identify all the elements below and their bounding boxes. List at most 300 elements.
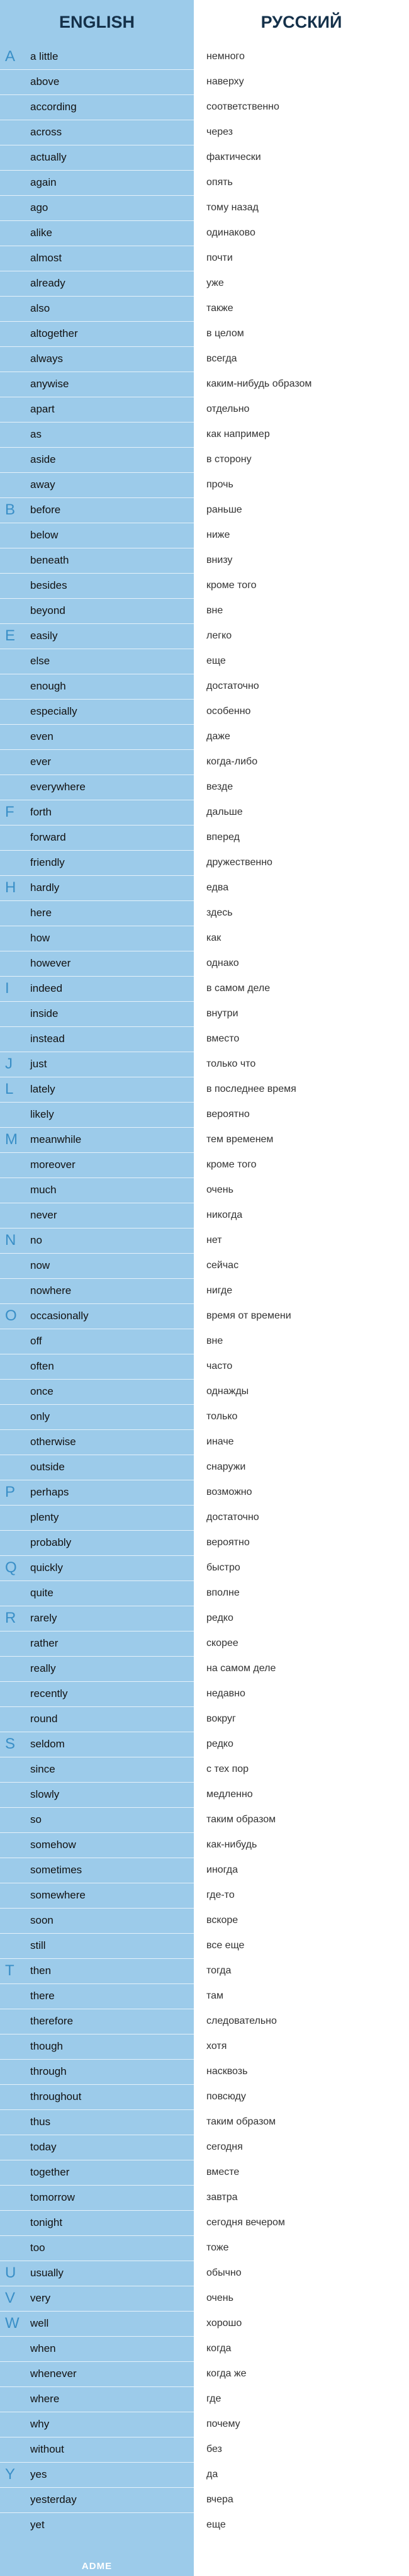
section-letter: M [5,1131,18,1148]
table-row [0,296,409,321]
russian-translation: нет [206,1235,222,1245]
english-word: again [30,176,57,188]
russian-translation: без [206,2444,222,2454]
section-letter: O [5,1307,17,1324]
english-word: often [30,1360,54,1372]
russian-translation: часто [206,1361,233,1371]
russian-translation: прочь [206,479,233,490]
table-row [0,1404,409,1429]
table-row [0,120,409,145]
table-row [0,2034,409,2059]
english-word: here [30,907,52,919]
russian-translation: достаточно [206,681,259,691]
russian-translation: там [206,1990,224,2001]
table-row [0,1832,409,1858]
section-letter: R [5,1609,16,1626]
table-row [0,2084,409,2109]
russian-translation: немного [206,51,245,62]
russian-translation: однако [206,958,239,968]
russian-translation: наверху [206,76,244,87]
english-word: yet [30,2519,45,2531]
table-row [0,1303,409,1329]
table-row [0,976,409,1001]
russian-translation: еще [206,2519,226,2530]
russian-translation: хорошо [206,2318,242,2329]
russian-translation: вне [206,605,223,616]
english-word: also [30,302,50,314]
russian-translation: насквозь [206,2066,248,2077]
russian-translation: дальше [206,807,243,817]
english-word: forward [30,831,66,843]
table-row [0,1480,409,1505]
english-word: why [30,2418,50,2430]
russian-translation: опять [206,177,233,188]
table-row [0,2235,409,2261]
table-row [0,1253,409,1278]
table-row [0,573,409,598]
russian-translation: завтра [206,2192,238,2203]
table-row [0,1933,409,1958]
table-row [0,2487,409,2512]
table-row [0,2059,409,2084]
english-word: always [30,353,63,365]
russian-translation: хотя [206,2041,227,2051]
section-letter: F [5,803,14,820]
section-letter: I [5,980,9,997]
english-word: round [30,1713,58,1725]
english-word: alike [30,227,52,239]
russian-translation: все еще [206,1940,245,1951]
section-letter: B [5,501,16,518]
russian-translation: тогда [206,1965,232,1976]
table-row [0,951,409,976]
russian-translation: редко [206,1739,233,1749]
russian-translation: ниже [206,530,230,540]
english-word: occasionally [30,1310,89,1322]
table-row [0,1052,409,1077]
russian-translation: повсюду [206,2091,246,2102]
russian-translation: очень [206,1184,233,1195]
section-letter: A [5,48,16,65]
russian-translation: кроме того [206,1159,257,1170]
english-word: then [30,1965,52,1977]
russian-translation: вчера [206,2494,233,2505]
russian-translation: дружественно [206,857,272,868]
table-row [0,1706,409,1732]
russian-translation: никогда [206,1210,243,1220]
english-word: meanwhile [30,1133,82,1145]
english-word: very [30,2292,51,2304]
table-row [0,523,409,548]
table-row [0,2135,409,2160]
table-row [0,598,409,623]
russian-translation: вероятно [206,1109,250,1120]
table-row [0,775,409,800]
russian-translation: вместе [206,2167,240,2177]
russian-translation: быстро [206,1562,240,1573]
table-row [0,2311,409,2336]
table-row [0,69,409,94]
table-row [0,94,409,120]
english-word: friendly [30,856,65,868]
english-word: away [30,479,55,491]
russian-translation: одинаково [206,227,255,238]
english-word: without [30,2443,64,2455]
english-word: recently [30,1688,68,1699]
section-letter: Y [5,2466,16,2483]
russian-translation: еще [206,655,226,666]
russian-translation: внизу [206,555,233,565]
section-letter: S [5,1735,16,1752]
russian-translation: как-нибудь [206,1839,257,1850]
english-word: somewhere [30,1889,86,1901]
russian-translation: отдельно [206,404,250,414]
english-word: whenever [30,2368,77,2380]
english-word: actually [30,151,67,163]
table-row [0,1152,409,1177]
table-row [0,900,409,926]
russian-translation: в последнее время [206,1084,296,1094]
english-word: already [30,277,65,289]
english-word: almost [30,252,62,264]
english-word: instead [30,1033,65,1045]
english-word: else [30,655,50,667]
english-word: probably [30,1536,72,1548]
russian-translation: достаточно [206,1512,259,1523]
english-word: besides [30,579,67,591]
english-word: aside [30,453,56,465]
table-row [0,1127,409,1152]
english-word: quickly [30,1562,63,1574]
russian-translation: через [206,127,233,137]
russian-translation: каким-нибудь образом [206,378,312,389]
english-word: off [30,1335,42,1347]
table-row [0,1631,409,1656]
table-row [0,195,409,220]
russian-translation: скорее [206,1638,238,1648]
table-header [0,0,409,44]
table-row [0,1102,409,1127]
table-row [0,1177,409,1203]
footer-brand: ADME [81,2561,113,2572]
table-row [0,1228,409,1253]
russian-translation: с тех пор [206,1764,249,1774]
table-row [0,2109,409,2135]
english-word: quite [30,1587,53,1599]
english-word: now [30,1259,50,1271]
russian-translation: почти [206,252,233,263]
table-row [0,1354,409,1379]
english-word: likely [30,1108,54,1120]
table-row [0,1732,409,1757]
table-row [0,2386,409,2412]
russian-translation: в целом [206,328,244,339]
english-word: where [30,2393,60,2405]
table-row [0,321,409,346]
table-row [0,825,409,850]
table-row [0,850,409,875]
table-row [0,422,409,447]
table-row [0,674,409,699]
table-row [0,170,409,195]
english-word: slowly [30,1788,60,1800]
russian-translation: всегда [206,353,237,364]
russian-translation: иногда [206,1864,238,1875]
english-word: thus [30,2116,51,2128]
russian-translation: тому назад [206,202,259,213]
section-letter: U [5,2264,16,2281]
table-row [0,2336,409,2361]
table-row [0,1757,409,1782]
table-row [0,2412,409,2437]
table-row [0,2286,409,2311]
russian-translation: вне [206,1336,223,1346]
table-row [0,1681,409,1706]
english-word: enough [30,680,66,692]
table-row [0,548,409,573]
russian-translation: особенно [206,706,251,717]
table-row [0,2210,409,2235]
english-word: much [30,1184,57,1196]
english-word: therefore [30,2015,74,2027]
russian-translation: когда-либо [206,756,258,767]
russian-column-header: РУССКИЙ [261,13,342,31]
table-row [0,749,409,775]
english-word: never [30,1209,57,1221]
russian-translation: иначе [206,1436,234,1447]
english-word: only [30,1410,50,1422]
russian-translation: да [206,2469,218,2480]
table-row [0,649,409,674]
english-word: inside [30,1007,59,1019]
russian-translation: медленно [206,1789,253,1800]
russian-translation: везде [206,781,233,792]
russian-translation: только что [206,1058,256,1069]
english-word: rarely [30,1612,57,1624]
table-row [0,2185,409,2210]
english-word: anywise [30,378,69,390]
section-letter: N [5,1232,16,1249]
english-word: especially [30,705,77,717]
table-row [0,1883,409,1908]
russian-translation: только [206,1411,238,1422]
table-row [0,497,409,523]
russian-translation: уже [206,278,224,288]
russian-translation: кроме того [206,580,257,591]
english-word: indeed [30,982,63,994]
table-row [0,2437,409,2462]
russian-translation: снаружи [206,1461,246,1472]
english-word: below [30,529,59,541]
english-word: just [30,1058,47,1070]
english-word: ago [30,201,48,213]
russian-translation: время от времени [206,1310,291,1321]
english-word: above [30,76,60,88]
russian-translation: сегодня [206,2142,243,2152]
russian-translation: внутри [206,1008,238,1019]
english-word: nowhere [30,1285,72,1297]
section-letter: P [5,1484,16,1501]
english-word: yesterday [30,2494,77,2505]
russian-translation: вокруг [206,1713,236,1724]
russian-translation: в самом деле [206,983,271,994]
russian-translation: когда [206,2343,232,2354]
table-row [0,926,409,951]
russian-translation: сейчас [206,1260,239,1271]
section-letter: Q [5,1559,17,1576]
table-row [0,1203,409,1228]
english-word: apart [30,403,55,415]
table-row [0,1505,409,1530]
english-word: lately [30,1083,55,1095]
table-row [0,1580,409,1606]
table-row [0,472,409,497]
english-word: easily [30,630,58,642]
russian-translation: тоже [206,2242,229,2253]
english-word: forth [30,806,52,818]
english-word: today [30,2141,57,2153]
english-word: tomorrow [30,2191,75,2203]
english-word: sometimes [30,1864,82,1876]
english-word: really [30,1662,56,1674]
english-word: yes [30,2468,47,2480]
table-row [0,1278,409,1303]
table-row [0,1001,409,1026]
russian-translation: фактически [206,152,261,162]
english-word: beyond [30,604,65,616]
table-row [0,2160,409,2185]
english-word: too [30,2242,45,2254]
english-word: ever [30,756,52,768]
table-row [0,372,409,397]
english-word: as [30,428,42,440]
english-word: well [30,2317,49,2329]
section-letter: E [5,627,16,644]
table-row [0,1908,409,1933]
table-row [0,1455,409,1480]
table-row [0,1077,409,1102]
russian-translation: в сторону [206,454,252,465]
english-word: even [30,730,53,742]
english-word: a little [30,50,59,62]
russian-translation: недавно [206,1688,245,1699]
table-row [0,447,409,472]
russian-translation: возможно [206,1487,252,1497]
section-letter: W [5,2315,20,2332]
english-column-header: ENGLISH [59,13,135,31]
russian-translation: здесь [206,907,233,918]
table-row [0,1530,409,1555]
table-row [0,1329,409,1354]
table-row [0,2009,409,2034]
table-row [0,724,409,749]
english-word: when [30,2342,56,2354]
english-word: rather [30,1637,59,1649]
english-word: tonight [30,2216,63,2228]
russian-translation: также [206,303,233,314]
english-word: before [30,504,61,516]
english-word: however [30,957,71,969]
russian-translation: таким образом [206,2116,276,2127]
english-word: still [30,1939,46,1951]
table-row [0,271,409,296]
table-row [0,623,409,649]
table-row [0,2361,409,2386]
english-word: soon [30,1914,53,1926]
russian-translation: как [206,933,221,943]
table-row [0,1656,409,1681]
word-list [0,44,409,2538]
section-letter: L [5,1081,14,1098]
russian-translation: редко [206,1613,233,1623]
table-row [0,346,409,372]
english-word: once [30,1385,53,1397]
english-word: everywhere [30,781,86,793]
russian-translation: вероятно [206,1537,250,1548]
table-row [0,246,409,271]
table-row [0,1026,409,1052]
english-word: somehow [30,1839,76,1851]
table-row [0,1379,409,1404]
english-word: seldom [30,1738,65,1750]
english-word: together [30,2166,70,2178]
russian-translation: как например [206,429,270,440]
table-row [0,397,409,422]
english-word: usually [30,2267,64,2279]
section-letter: H [5,879,16,896]
russian-translation: следовательно [206,2016,277,2026]
english-word: there [30,1990,55,2002]
english-word: according [30,101,77,113]
table-row [0,220,409,246]
english-word: otherwise [30,1436,76,1448]
table-row [0,2261,409,2286]
table-row [0,800,409,825]
table-row [0,875,409,900]
english-word: hardly [30,882,60,894]
table-row [0,1983,409,2009]
english-word: since [30,1763,55,1775]
section-letter: V [5,2289,16,2306]
russian-translation: легко [206,630,232,641]
english-word: altogether [30,327,78,339]
russian-translation: тем временем [206,1134,274,1145]
table-row [0,699,409,724]
table-row [0,1782,409,1807]
russian-translation: почему [206,2419,240,2429]
table-row [0,1958,409,1983]
table-row [0,2512,409,2538]
section-letter: J [5,1055,13,1072]
russian-translation: вместо [206,1033,240,1044]
section-letter: T [5,1962,14,1979]
russian-translation: однажды [206,1386,249,1397]
russian-translation: вперед [206,832,240,843]
table-row [0,145,409,170]
english-word: throughout [30,2091,82,2102]
english-word: how [30,932,50,944]
english-word: through [30,2065,67,2077]
russian-translation: где-то [206,1890,235,1900]
english-word: though [30,2040,63,2052]
russian-translation: таким образом [206,1814,276,1825]
russian-translation: соответственно [206,101,279,112]
russian-translation: даже [206,731,230,742]
russian-translation: где [206,2393,221,2404]
russian-translation: на самом деле [206,1663,276,1674]
russian-translation: вскоре [206,1915,238,1926]
table-row [0,44,409,69]
